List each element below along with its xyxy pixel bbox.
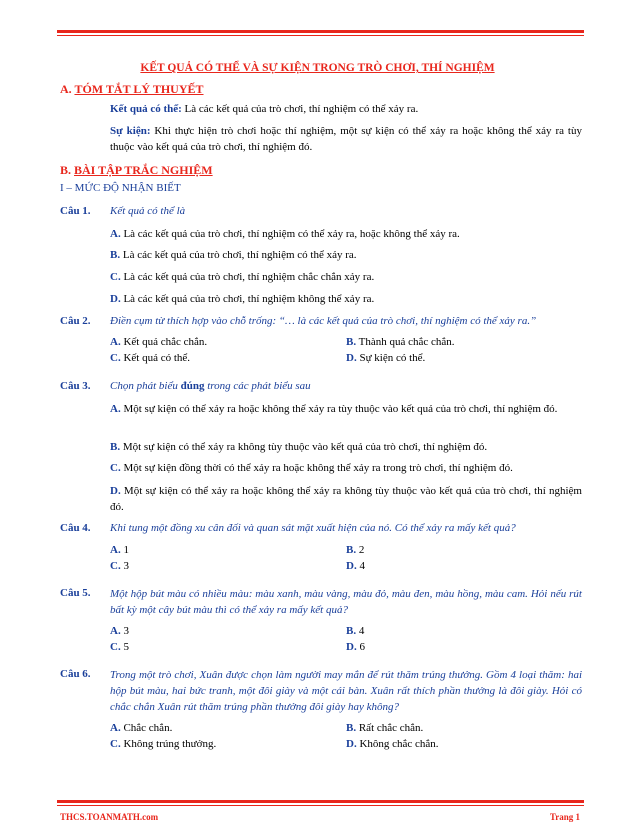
footer-site-link[interactable]: THCS.TOANMATH.com	[60, 812, 159, 822]
option-key: D.	[346, 641, 357, 653]
option-key: A.	[110, 722, 121, 734]
option-key: C.	[110, 560, 121, 572]
question-5-option-d	[346, 641, 365, 653]
option-text: 3	[120, 625, 129, 637]
question-3-text-post: trong các phát biểu sau	[204, 380, 311, 392]
option-key: C.	[110, 641, 121, 653]
question-3-option-b	[110, 441, 487, 453]
option-key: C.	[110, 462, 121, 474]
option-text: Một sự kiện có thể xảy ra không tùy thuộc vào kết quả của trò chơi, thí nghiệm đó.	[120, 441, 488, 453]
definition-outcome-text: Là các kết quả của trò chơi, thí nghiệm có thể xảy ra.	[181, 103, 419, 115]
question-6-option-a	[110, 722, 172, 734]
footer-rule-thin	[57, 805, 584, 806]
option-text: Một sự kiện đồng thời có thể xảy ra hoặc không thể xảy ra trong trò chơi, thí nghiệm đó.	[120, 462, 513, 474]
question-3-text-emphasis: đúng	[180, 380, 205, 392]
question-2-option-b	[346, 336, 455, 348]
option-key: B.	[346, 336, 357, 348]
question-1-option-c	[110, 271, 374, 283]
definition-event-text: Khi thực hiện trò chơi hoặc thí nghiệm, một sự kiện có thể xảy ra hoặc không thể xảy ra tùy thuộc vào kết quả của trò chơi, thí nghiệm đó.	[110, 125, 582, 153]
option-key: B.	[346, 625, 357, 637]
option-key: A.	[110, 228, 121, 240]
option-key: C.	[110, 352, 121, 364]
level-heading: I – MỨC ĐỘ NHẬN BIẾT	[60, 182, 181, 194]
option-key: D.	[346, 560, 357, 572]
footer-page-number: Trang 1	[549, 812, 580, 822]
option-text: Rất chắc chắn.	[356, 722, 424, 734]
question-6-option-c	[110, 738, 216, 750]
question-4-label: Câu 4.	[60, 522, 91, 534]
option-key: D.	[110, 485, 121, 497]
option-key: B.	[110, 249, 121, 261]
option-key: D.	[110, 293, 121, 305]
option-text: Là các kết quả của trò chơi, thí nghiệm có thể xảy ra, hoặc không thể xảy ra.	[120, 228, 460, 240]
option-text: Sự kiện có thể.	[356, 352, 426, 364]
question-2-option-c	[110, 352, 190, 364]
option-text: Kết quả có thể.	[120, 352, 191, 364]
option-text: Chắc chắn.	[120, 722, 173, 734]
option-text: 6	[356, 641, 365, 653]
header-rule-thin	[57, 35, 584, 36]
option-text: 5	[120, 641, 129, 653]
option-text: 4	[356, 625, 365, 637]
question-4-option-a	[110, 544, 129, 556]
question-5-text: Một hộp bút màu có nhiều màu: màu xanh, màu vàng, màu đỏ, màu đen, màu hồng, màu cam. Hỏi nếu rút bất kỳ một cây bút màu thì có thể xảy ra mấy kết quả?	[110, 588, 582, 616]
question-5-option-b	[346, 625, 364, 637]
question-6-text: Trong một trò chơi, Xuân được chọn làm người may mắn để rút thăm trúng thưởng. Gồm 4 loại thăm: hai hộp bút màu, hai bức tranh, một đôi giày và một cái bàn. Xuân rất thích phần thưởng là đôi giày. Hỏi có chắc chắn Xuân rút thăm trúng phần thưởng đôi giày hay không?	[110, 669, 582, 713]
definition-outcome-term: Kết quả có thể:	[110, 103, 182, 115]
question-3-option-c	[110, 462, 513, 474]
definition-event-term: Sự kiện:	[110, 125, 151, 137]
question-4-option-d	[346, 560, 365, 572]
footer-rule-thick	[57, 800, 584, 803]
option-text: Kết quả chắc chắn.	[120, 336, 208, 348]
option-text: Là các kết quả của trò chơi, thí nghiệm có thể xảy ra.	[120, 249, 357, 261]
option-text: Một sự kiện có thể xảy ra hoặc không thể xảy ra tùy thuộc vào kết quả của trò chơi, thí nghiệm đó.	[120, 403, 558, 415]
question-3-label: Câu 3.	[60, 380, 91, 392]
question-3-option-a	[110, 401, 582, 417]
question-4-option-c	[110, 560, 129, 572]
option-key: A.	[110, 544, 121, 556]
question-3-text	[110, 380, 311, 392]
question-2-option-d	[346, 352, 425, 364]
option-text: 3	[120, 560, 129, 572]
question-4-text: Khi tung một đồng xu cân đối và quan sát mặt xuất hiện của nó. Có thể xảy ra mấy kết quả?	[110, 522, 516, 534]
option-key: A.	[110, 403, 121, 415]
option-text: Là các kết quả của trò chơi, thí nghiệm chắc chắn xảy ra.	[120, 271, 375, 283]
question-2-text: Điền cụm từ thích hợp vào chỗ trống: “… là các kết quả của trò chơi, thí nghiệm có thể xảy ra.”	[110, 315, 537, 327]
option-text: Là các kết quả của trò chơi, thí nghiệm không thể xảy ra.	[120, 293, 375, 305]
question-3-option-d	[110, 483, 582, 515]
section-b-title: BÀI TẬP TRẮC NGHIỆM	[74, 163, 213, 177]
option-key: B.	[346, 722, 357, 734]
section-a-heading	[60, 82, 204, 97]
option-text: 1	[120, 544, 129, 556]
section-a-title: TÓM TẮT LÝ THUYẾT	[74, 82, 204, 96]
definition-outcome	[110, 103, 418, 115]
option-key: A.	[110, 336, 121, 348]
question-6-label: Câu 6.	[60, 668, 91, 680]
question-2-option-a	[110, 336, 207, 348]
section-a-prefix: A.	[60, 82, 72, 96]
question-5-label: Câu 5.	[60, 587, 91, 599]
question-2-label: Câu 2.	[60, 315, 91, 327]
option-text: Một sự kiện có thể xảy ra hoặc không thể xảy ra không tùy thuộc vào kết quả của trò chơi, thí nghiệm đó.	[110, 485, 582, 513]
option-text: Thành quả chắc chắn.	[356, 336, 455, 348]
question-1-label: Câu 1.	[60, 205, 91, 217]
definition-event	[110, 123, 582, 155]
question-6-option-b	[346, 722, 423, 734]
option-key: B.	[110, 441, 121, 453]
question-1-option-b	[110, 249, 357, 261]
section-b-prefix: B.	[60, 163, 72, 177]
question-1-option-d	[110, 293, 374, 305]
option-key: A.	[110, 625, 121, 637]
question-1-option-a	[110, 228, 460, 240]
option-key: C.	[110, 271, 121, 283]
option-text: Không trúng thưởng.	[120, 738, 217, 750]
question-5-option-a	[110, 625, 129, 637]
question-5-option-c	[110, 641, 129, 653]
question-3-text-pre: Chọn phát biểu	[110, 380, 181, 392]
header-rule-thick	[57, 30, 584, 33]
option-key: C.	[110, 738, 121, 750]
option-text: 2	[356, 544, 365, 556]
question-1-text: Kết quả có thể là	[110, 205, 186, 217]
option-text: 4	[356, 560, 365, 572]
section-b-heading	[60, 163, 213, 178]
option-key: D.	[346, 738, 357, 750]
question-4-option-b	[346, 544, 364, 556]
question-6-option-d	[346, 738, 439, 750]
option-key: B.	[346, 544, 357, 556]
page-title: KẾT QUẢ CÓ THỂ VÀ SỰ KIỆN TRONG TRÒ CHƠI, THÍ NGHIỆM	[140, 62, 495, 74]
option-key: D.	[346, 352, 357, 364]
option-text: Không chắc chắn.	[356, 738, 439, 750]
